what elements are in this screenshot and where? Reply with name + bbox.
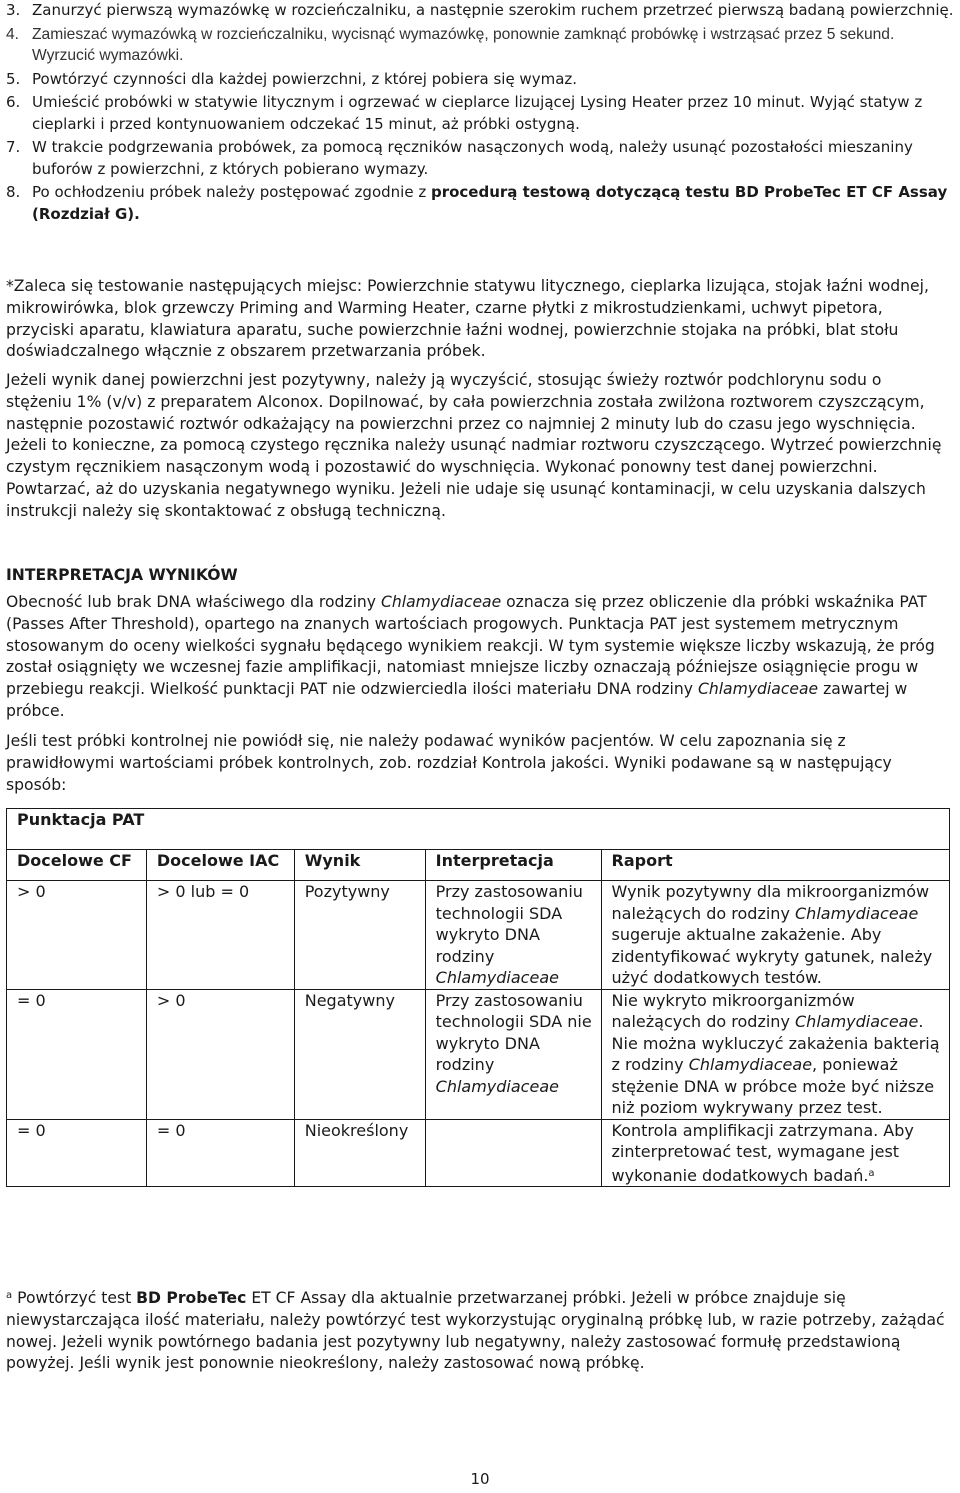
organism-name: Chlamydiaceae bbox=[435, 1076, 559, 1096]
cell-text: Przy zastosowaniu technologii SDA wykryto DNA rodziny bbox=[435, 882, 583, 966]
column-header: Wynik bbox=[294, 850, 425, 881]
step-5 bbox=[6, 69, 954, 91]
step-text: Zamieszać wymazówką w rozcieńczalniku, wycisnąć wymazówkę, ponownie zamknąć probówkę i wstrząsać przez 5 sekund. Wyrzucić wymazówki. bbox=[32, 25, 895, 64]
organism-name: Chlamydiaceae bbox=[697, 680, 819, 699]
results-table bbox=[6, 808, 950, 1187]
cf-value: > 0 bbox=[7, 881, 147, 990]
table-footnote bbox=[6, 1285, 950, 1375]
cf-value: = 0 bbox=[7, 1119, 147, 1187]
product-name: BD ProbeTec bbox=[136, 1289, 247, 1307]
interp-text: zawartej w próbce. bbox=[6, 680, 908, 720]
step-number: 4. bbox=[6, 25, 20, 43]
footnote-text: Powtórzyć test bbox=[12, 1289, 137, 1307]
column-header: Interpretacja bbox=[425, 850, 601, 881]
column-header: Docelowe IAC bbox=[146, 850, 294, 881]
step-number: 5. bbox=[6, 69, 21, 88]
step-number: 3. bbox=[6, 1, 21, 19]
interp-text: oznacza się przez obliczenie dla próbki wskaźnika PAT (Passes After Threshold), opartego na znanych wartościach progowych. Punktacja PAT jest systemem metrycznym stosowanym do oceny wielkości sygnału będącego wynikiem reakcji. W tym systemie większe liczby wskazują, że próg został osiągnięty we wczesnej fazie amplifikacji, natomiast mniejsze liczby oznaczają późniejsze osiągnięcie progu w przebiegu reakcji. Wielkość punktacji PAT nie odzwierciedla ilości materiału DNA rodziny bbox=[6, 593, 935, 699]
organism-name: Chlamydiaceae bbox=[688, 1055, 813, 1074]
report-cell bbox=[601, 1119, 949, 1187]
interpretation-paragraph-2: Jeśli test próbki kontrolnej nie powiódł się, nie należy podawać wyników pacjentów. W celu zapoznania się z prawidłowymi wartościami próbek kontrolnych, zob. rozdział Kontrola jakości. Wyniki podawane są w następujący sposób: bbox=[6, 732, 892, 794]
organism-name: Chlamydiaceae bbox=[435, 968, 559, 987]
cell-text: Przy zastosowaniu technologii SDA nie wykryto DNA rodziny bbox=[435, 990, 592, 1074]
result-value: Pozytywny bbox=[294, 881, 425, 990]
cell-text: Kontrola amplifikacji zatrzymana. Aby zinterpretować test, wymagane jest wykonanie dodatkowych badań. bbox=[611, 1120, 914, 1185]
step-text bbox=[32, 182, 954, 225]
step-number: 8. bbox=[6, 183, 21, 201]
step-number: 6. bbox=[6, 93, 21, 111]
footnote-text: ET CF Assay dla aktualnie przetwarzanej próbki. Jeżeli w próbce znajduje się niewystarczająca ilość materiału, należy powtórzyć test wykorzystując oryginalną próbkę lub, w razie potrzeby, zażądać nowej. Jeżeli wynik powtórnego badania jest pozytywny lub negatywny, należy zastosować formułę przedstawioną powyżej. Jeśli wynik jest ponownie nieokreślony, należy zastosować nową próbkę. bbox=[6, 1289, 945, 1373]
cell-text: Wynik pozytywny dla mikroorganizmów należących do rodziny bbox=[611, 882, 930, 923]
recommended-locations-note: *Zaleca się testowanie następujących miejsc: Powierzchnie statywu litycznego, cieplarka lizująca, stojak łaźni wodnej, mikrowirówka, blok grzewczy Priming and Warming Heater, czarne płytki z mikrostudzienkami, uchwyt pipetora, przyciski aparatu, klawiatura aparatu, suche powierzchnie łaźni wodnej, powierzchnie stojaka na próbki, blat stołu doświadczalnego włącznie z obszarem przetwarzania próbek. bbox=[6, 277, 929, 361]
section-heading: INTERPRETACJA WYNIKÓW bbox=[6, 566, 238, 584]
step-number: 7. bbox=[6, 138, 21, 156]
result-value: Negatywny bbox=[294, 989, 425, 1119]
interp-text: Obecność lub brak DNA właściwego dla rodziny bbox=[6, 593, 381, 611]
cell-text: Nie wykryto mikroorganizmów należących do rodziny bbox=[611, 990, 855, 1031]
cell-text: . Nie można wykluczyć zakażenia bakterią z rodziny bbox=[611, 1012, 940, 1074]
interpretation-paragraph-1 bbox=[6, 592, 950, 723]
column-header: Docelowe CF bbox=[7, 850, 147, 881]
interpretation-cell bbox=[425, 1119, 601, 1187]
report-cell bbox=[601, 989, 949, 1119]
step-text-plain: Po ochłodzeniu próbek należy postępować zgodnie z bbox=[32, 183, 431, 201]
interpretation-cell bbox=[425, 881, 601, 990]
step-3 bbox=[6, 0, 954, 22]
step-6 bbox=[6, 92, 954, 135]
iac-value: = 0 bbox=[146, 1119, 294, 1187]
procedure-steps bbox=[6, 0, 954, 225]
step-text: W trakcie podgrzewania probówek, za pomocą ręczników nasączonych wodą, należy usunąć pozostałości mieszaniny buforów z powierzchni, z których pobierano wymazy. bbox=[32, 138, 913, 178]
organism-name: Chlamydiaceae bbox=[381, 593, 502, 611]
cell-text: sugeruje aktualne zakażenie. Aby zidentyfikować wykryty gatunek, należy użyć dodatkowych testów. bbox=[611, 925, 933, 987]
positive-surface-instructions: Jeżeli wynik danej powierzchni jest pozytywny, należy ją wyczyścić, stosując świeży roztwór podchlorynu sodu o stężeniu 1% (v/v) z preparatem Alconox. Dopilnować, by cała powierzchnia została zwilżona roztworem czyszczącym, następnie pozostawić roztwór odkażający na powierzchni przez co najmniej 2 minuty lub do czasu jego wyschnięcia. Jeżeli to konieczne, za pomocą czystego ręcznika należy usunąć nadmiar roztworu czyszczącego. Wytrzeć powierzchnię czystym ręcznikiem nasączonym wodą i pozostawić do wyschnięcia. Wykonać ponowny test danej powierzchni. Powtarzać, aż do uzyskania negatywnego wyniku. Jeżeli nie udaje się usunąć kontaminacji, w celu uzyskania dalszych instrukcji należy się skontaktować z obsługą techniczną. bbox=[6, 371, 942, 520]
column-header: Raport bbox=[601, 850, 949, 881]
organism-name: Chlamydiaceae bbox=[795, 1012, 919, 1031]
table-title-row bbox=[7, 809, 950, 850]
iac-value: > 0 lub = 0 bbox=[146, 881, 294, 990]
page-number: 10 bbox=[470, 1470, 490, 1488]
cf-value: = 0 bbox=[7, 989, 147, 1119]
interpretation-cell bbox=[425, 989, 601, 1119]
procedure-reference: procedurą testową dotyczącą testu BD ProbeTec ET CF Assay (Rozdział G). bbox=[32, 183, 948, 223]
footnote-marker: a bbox=[868, 1167, 875, 1179]
table-row bbox=[7, 1119, 950, 1187]
report-cell bbox=[601, 881, 949, 990]
organism-name: Chlamydiaceae bbox=[795, 903, 919, 923]
cell-text: , ponieważ stężenie DNA w próbce może być niższe niż poziom wykrywany przez test. bbox=[611, 1055, 935, 1117]
result-value: Nieokreślony bbox=[294, 1119, 425, 1187]
step-8 bbox=[6, 182, 954, 225]
table-title: Punktacja PAT bbox=[7, 809, 950, 850]
table-row bbox=[7, 989, 950, 1119]
table-row bbox=[7, 881, 950, 990]
iac-value: > 0 bbox=[146, 989, 294, 1119]
step-text: Powtórzyć czynności dla każdej powierzchni, z której pobiera się wymaz. bbox=[32, 69, 578, 88]
step-4 bbox=[6, 24, 954, 67]
footnote-marker: a bbox=[6, 1290, 13, 1301]
step-7 bbox=[6, 137, 954, 180]
table-header-row bbox=[7, 850, 950, 881]
step-text: Umieścić probówki w statywie litycznym i ogrzewać w cieplarce lizującej Lysing Heater przez 10 minut. Wyjąć statyw z cieplarki i przed kontynuowaniem odczekać 15 minut, aż próbki ostygną. bbox=[32, 93, 923, 133]
step-text: Zanurzyć pierwszą wymazówkę w rozcieńczalniku, a następnie szerokim ruchem przetrzeć pierwszą badaną powierzchnię. bbox=[32, 1, 954, 19]
